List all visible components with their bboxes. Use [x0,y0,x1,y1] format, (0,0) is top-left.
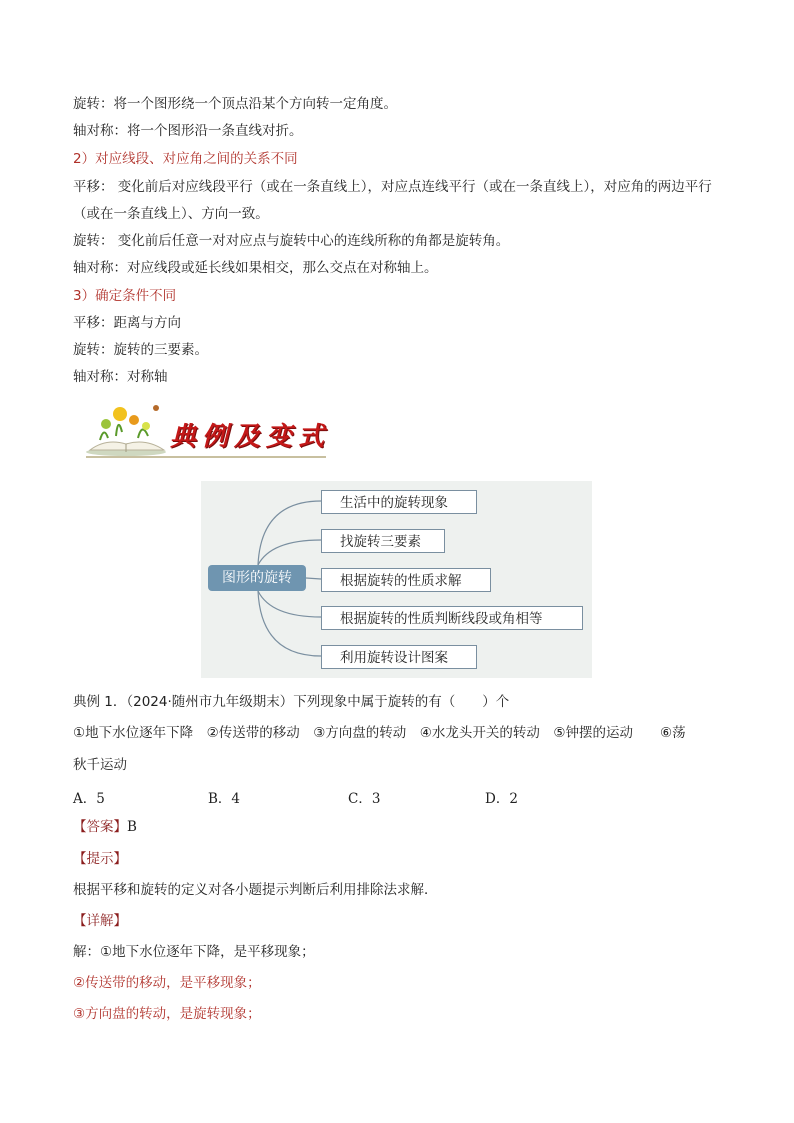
mindmap-branch: 根据旋转的性质求解 [321,568,491,592]
answer-value: B [127,819,137,835]
choice-a: A．5 [73,791,105,807]
detail-line-2: ②传送带的移动，是平移现象； [73,975,261,991]
translation-cond: 平移：距离与方向 [73,315,181,331]
choice-c: C．3 [348,791,381,807]
mindmap-branch: 利用旋转设计图案 [321,645,477,669]
mindmap-branch: 根据旋转的性质判断线段或角相等 [321,606,583,630]
section-banner-title: 典例及变式 [170,422,331,452]
answer-label: 【答案】 [73,819,127,835]
def-axis-1: 轴对称：将一个图形沿一条直线对折。 [73,123,303,139]
choice-d: D．2 [485,791,518,807]
detail-label: 【详解】 [73,913,127,929]
example-question: 典例 1．（2024·随州市九年级期末）下列现象中属于旋转的有（ ）个 [73,694,510,710]
axis-cond: 轴对称：对称轴 [73,369,168,385]
heading-3: 3）确定条件不同 [73,288,177,304]
answer-row [73,818,137,836]
mindmap-branch: 找旋转三要素 [321,529,445,553]
mindmap-branch: 生活中的旋转现象 [321,490,477,514]
detail-line-1: 解：①地下水位逐年下降，是平移现象； [73,944,315,960]
translation-rel-1: 平移： 变化前后对应线段平行（或在一条直线上），对应点连线平行（或在一条直线上），对应角的两边平行 [73,179,712,195]
def-rotation-1: 旋转：将一个图形绕一个顶点沿某个方向转一定角度。 [73,96,397,112]
heading-2: 2）对应线段、对应角之间的关系不同 [73,151,298,167]
hint-text: 根据平移和旋转的定义对各小题提示判断后利用排除法求解． [73,882,438,898]
axis-rel: 轴对称：对应线段或延长线如果相交，那么交点在对称轴上。 [73,260,438,276]
choice-b: B．4 [208,791,241,807]
mindmap [201,481,592,678]
translation-rel-2: （或在一条直线上）、方向一致。 [73,206,269,222]
example-options-cont: 秋千运动 [73,757,127,773]
rotation-cond: 旋转：旋转的三要素。 [73,342,208,358]
example-options: ①地下水位逐年下降 ②传送带的移动 ③方向盘的转动 ④水龙头开关的转动 ⑤钟摆的运动 ⑥荡 [73,725,686,741]
rotation-rel: 旋转： 变化前后任意一对对应点与旋转中心的连线所称的角都是旋转角。 [73,233,510,249]
detail-line-3: ③方向盘的转动，是旋转现象； [73,1006,261,1022]
mindmap-center-node: 图形的旋转 [208,565,306,591]
hint-label: 【提示】 [73,851,127,867]
